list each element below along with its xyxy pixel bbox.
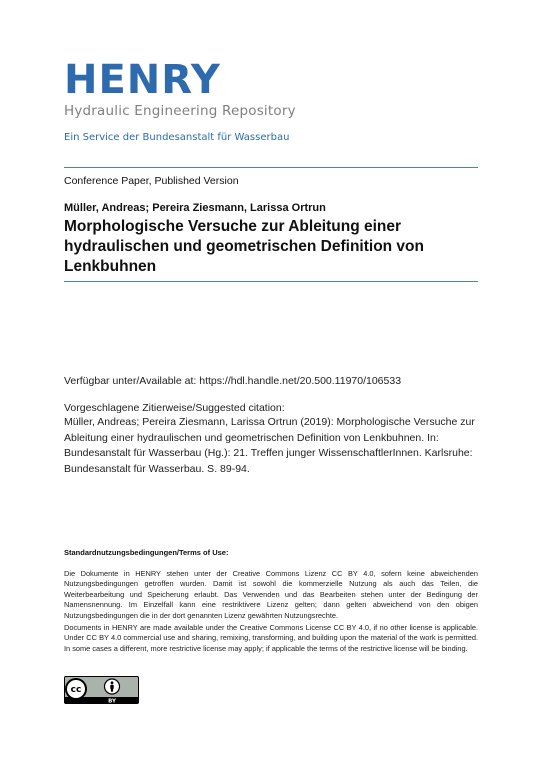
attribution-person-icon	[105, 679, 120, 694]
citation-text: Müller, Andreas; Pereira Ziesmann, Larissa Ortrun (2019): Morphologische Versuche zur Ableitung einer hydraulischen und geometrischen Definition von Lenkbuhnen. In: Bundesanstalt für Wasserbau (Hg.): 21. Treffen junger WissenschaftlerInnen. Karlsruhe: Bundesanstalt für Wasserbau. S. 89-94.	[64, 416, 475, 475]
terms-english: Documents in HENRY are made available under the Creative Commons License CC BY 4.0, if no other license is applicable. Under CC BY 4.0 commercial use and sharing, remixing, transforming, and building upon the material of the work is permitted. In some cases a different, more restrictive license may apply; if applicable the terms of the restrictive license will be binding.	[64, 623, 478, 653]
citation-label: Vorgeschlagene Zitierweise/Suggested citation:	[64, 402, 285, 414]
service-line: Ein Service der Bundesanstalt für Wasserbau	[64, 132, 290, 143]
by-label: BY	[108, 698, 116, 704]
henry-logo: HENRY	[64, 57, 221, 103]
creative-commons-icon	[66, 679, 86, 699]
logo-subtitle: Hydraulic Engineering Repository	[64, 103, 296, 119]
document-type: Conference Paper, Published Version	[64, 175, 239, 187]
header-divider	[64, 167, 478, 168]
paper-title: Morphologische Versuche zur Ableitung einer hydraulischen und geometrischen Definition von Lenkbuhnen	[64, 218, 424, 275]
terms-german: Die Dokumente in HENRY stehen unter der Creative Commons Lizenz CC BY 4.0, sofern keine abweichenden Nutzungsbedingungen getroffen wurden. Damit ist sowohl die kommerzielle Nutzung als auch das Teilen, die Weiterbearbeitung und Speicherung erlaubt. Das Verwenden und das Bearbeiten stehen unter der Bedingung der Namensnennung. Im Einzelfall kann eine restriktivere Lizenz gelten; dann gelten abweichend von den obigen Nutzungsbedingungen die in der dort genannten Lizenz gewährten Nutzungsrechte.	[64, 569, 478, 620]
cc-by-license-badge[interactable]	[64, 676, 139, 704]
cc-label: cc	[70, 685, 82, 696]
authors: Müller, Andreas; Pereira Ziesmann, Larissa Ortrun	[64, 202, 326, 214]
title-divider	[64, 281, 478, 282]
terms-heading: Standardnutzungsbedingungen/Terms of Use:	[64, 548, 229, 557]
availability-link[interactable]: Verfügbar unter/Available at: https://hdl.handle.net/20.500.11970/106533	[64, 375, 402, 387]
